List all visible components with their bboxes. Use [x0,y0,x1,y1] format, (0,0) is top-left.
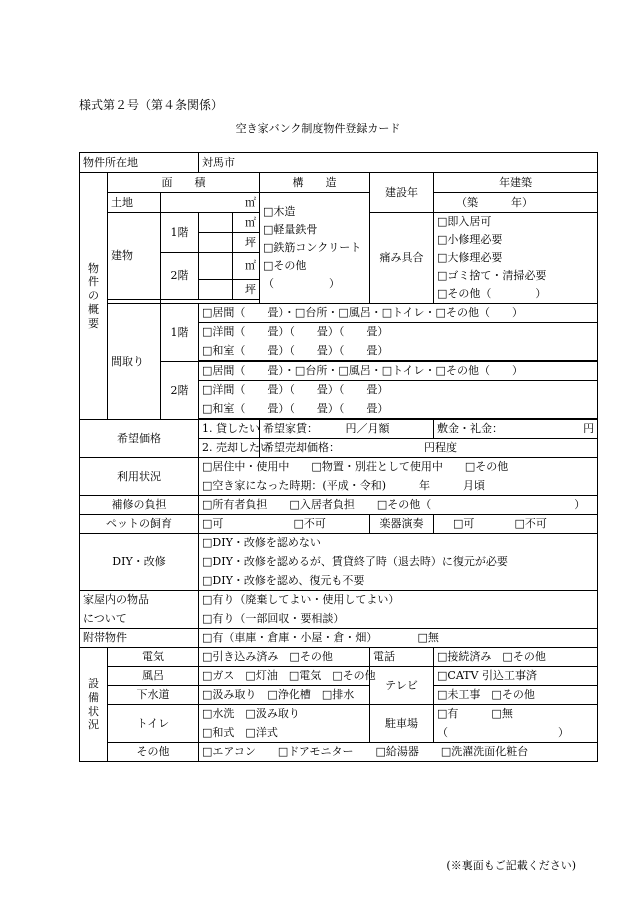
madori-floor2-line2: □洋間（ 畳）（ 畳）（ 畳） [199,381,598,400]
structure-options: □木造 □軽量鉄骨 □鉄筋コンクリート □その他 （ ） [260,193,370,304]
land-unit: ㎡ [161,193,260,213]
repair-options: □所有者負担 □入居者負担 □その他（ ） [199,496,598,515]
phone-options: □接続済み □その他 [434,648,598,667]
building-floor2-label: 2階 [161,253,199,300]
madori-label: 間取り [108,304,161,420]
madori-floor1-line2: □洋間（ 畳）（ 畳）（ 畳） [199,323,598,342]
floor2-unit-m2: ㎡ [233,253,260,280]
form-number: 様式第２号（第４条関係） [79,98,224,112]
rent-desired: 希望家賃： 円／月額 [260,420,434,439]
other-equipment-options: □エアコン □ドアモニター □給湯器 □洗濯洗面化粧台 [199,743,598,762]
floor1-unit-m2: ㎡ [233,213,260,233]
electric-label: 電気 [108,648,199,667]
building-label: 建物 [108,213,161,300]
parking-label: 駐車場 [370,705,434,743]
instrument-label: 楽器演奏 [370,515,434,534]
madori-floor2-line1: □居間（ 畳）・□台所・□風呂・□トイレ・□その他（ ） [199,362,598,381]
registration-form-table [79,152,598,762]
location-value: 対馬市 [199,153,598,173]
bath-options: □ガス □灯油 □電気 □その他 [199,667,370,686]
annex-options: □有（車庫・倉庫・小屋・倉・畑） □無 [199,629,598,648]
diy-option-3: □DIY・改修を認め、復元も不要 [199,572,598,591]
usage-line2: □空き家になった時期：(平成・令和) 年 月頃 [199,477,598,496]
sale-desired: 希望売却価格： 円程度 [260,439,598,458]
sale-option: 2. 売却したい [199,439,260,458]
pet-options: □可 □不可 [199,515,370,534]
floor1-unit-tsubo: 坪 [233,233,260,253]
tv-line1: □CATV 引込工事済 [434,667,598,686]
built-year-value: 年建築 [434,173,598,193]
repair-label: 補修の負担 [80,496,199,515]
built-year-sub: （築 年） [434,193,598,213]
equipment-vertical-label: 設 備 状 況 [80,648,108,762]
pet-label: ペットの飼育 [80,515,199,534]
diy-option-2: □DIY・改修を認めるが、賃貸終了時（退去時）に復元が必要 [199,553,598,572]
land-label: 土地 [108,193,161,213]
usage-label: 利用状況 [80,458,199,496]
toilet-label: トイレ [108,705,199,743]
goods-option-2: □有り（一部回収・要相談） [199,610,598,629]
parking-line2: （ ） [434,724,598,743]
damage-label: 痛み具合 [370,213,434,304]
goods-option-1: □有り（廃棄してよい・使用してよい） [199,591,598,610]
toilet-line1: □水洗 □汲み取り [199,705,370,724]
diy-label: DIY・改修 [80,534,199,591]
sewer-options: □汲み取り □浄化槽 □排水 [199,686,370,705]
floor2-unit-tsubo: 坪 [233,280,260,300]
madori-floor2-label: 2階 [161,362,199,420]
document-title: 空き家バンク制度物件登録カード [235,122,401,135]
annex-label: 附帯物件 [80,629,199,648]
damage-options: □即入居可 □小修理必要 □大修理必要 □ゴミ捨て・清掃必要 □その他（ ） [434,213,598,304]
toilet-line2: □和式 □洋式 [199,724,370,743]
instrument-options: □可 □不可 [434,515,598,534]
sewer-label: 下水道 [108,686,199,705]
tv-line2: □未工事 □その他 [434,686,598,705]
usage-line1: □居住中・使用中 □物置・別荘として使用中 □その他 [199,458,598,477]
price-label: 希望価格 [80,420,199,458]
back-side-note: (※裏面もご記載ください) [446,859,576,872]
building-floor1-label: 1階 [161,213,199,253]
area-header: 面 積 [108,173,260,193]
madori-floor1-label: 1階 [161,304,199,362]
goods-label-2: について [80,610,199,629]
diy-option-1: □DIY・改修を認めない [199,534,598,553]
goods-label-1: 家屋内の物品 [80,591,199,610]
tv-label: テレビ [370,667,434,705]
bath-label: 風呂 [108,667,199,686]
gaiyo-vertical-label: 物 件 の 概 要 [80,173,108,420]
other-equipment-label: その他 [108,743,199,762]
rent-option: 1. 貸したい [199,420,260,439]
built-year-label: 建設年 [370,173,434,213]
location-label: 物件所在地 [80,153,199,173]
phone-label: 電話 [370,648,434,667]
madori-floor1-line3: □和室（ 畳）（ 畳）（ 畳） [199,342,598,361]
madori-floor1-line1: □居間（ 畳）・□台所・□風呂・□トイレ・□その他（ ） [199,304,598,323]
electric-options: □引き込み済み □その他 [199,648,370,667]
deposit: 敷金・礼金： 円 [434,420,598,439]
madori-floor2-line3: □和室（ 畳）（ 畳）（ 畳） [199,400,598,419]
structure-header: 構 造 [260,173,370,193]
parking-line1: □有 □無 [434,705,598,724]
